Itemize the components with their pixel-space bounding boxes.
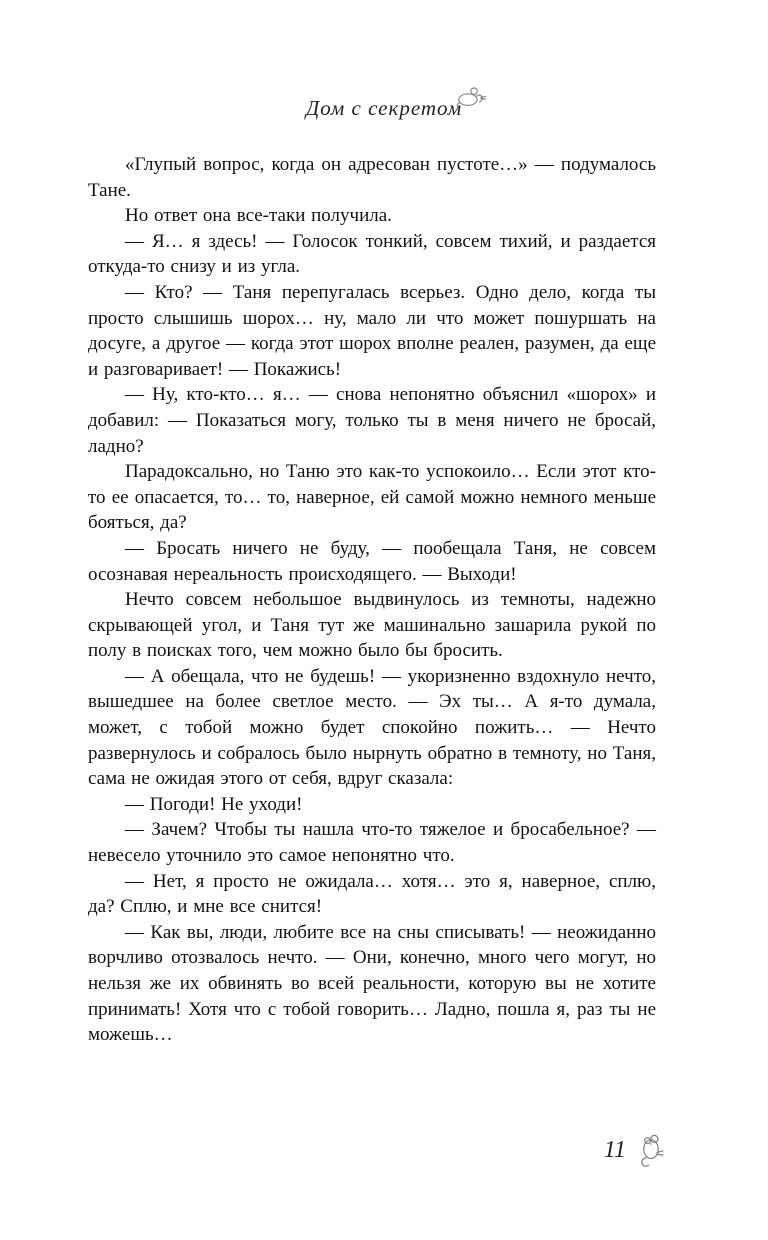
mouse-icon xyxy=(634,1132,668,1168)
paragraph: — Нет, я просто не ожидала… хотя… это я, наверное, сплю, да? Сплю, и мне все снится! xyxy=(88,870,656,918)
mouse-icon xyxy=(454,82,488,108)
page-text xyxy=(88,152,656,1048)
paragraph: — Кто? — Таня перепугалась всерьез. Одно дело, когда ты просто слышишь шорох… ну, мало ли что может пошуршать на досуге, а другое — когда этот шорох вполне реален, разумен, да еще и разговаривает! — Покажись! xyxy=(88,281,656,380)
paragraph: «Глупый вопрос, когда он адресован пустоте…» — подумалось Тане. xyxy=(88,154,656,201)
paragraph: — Ну, кто-кто… я… — снова непонятно объяснил «шорох» и добавил: — Показаться могу, только ты в меня ничего не бросай, ладно? xyxy=(88,384,656,457)
page-number: 11 xyxy=(603,1137,626,1163)
paragraph: Парадоксально, но Таню это как-то успокоило… Если этот кто-то ее опасается, то… то, наверное, ей самой можно немного меньше бояться, да? xyxy=(88,461,656,534)
paragraph: Нечто совсем небольшое выдвинулось из темноты, надежно скрывающей угол, и Таня тут же машинально зашарила рукой по полу в поисках того, чем можно было бы бросить. xyxy=(88,589,656,662)
running-head xyxy=(0,96,768,121)
book-title-wrap xyxy=(306,96,462,121)
paragraph: — Бросать ничего не буду, — пообещала Таня, не совсем осознавая нереальность происходящего. — Выходи! xyxy=(88,537,656,585)
paragraph: — Погоди! Не уходи! xyxy=(125,793,303,815)
paragraph: — Зачем? Чтобы ты нашла что-то тяжелое и бросабельное? — невесело уточнило это самое непонятно что. xyxy=(88,819,656,867)
book-title: Дом с секретом xyxy=(305,96,463,120)
paragraph: Но ответ она все-таки получила. xyxy=(125,205,392,227)
paragraph: — Я… я здесь! — Голосок тонкий, совсем тихий, и раздается откуда-то снизу и из угла. xyxy=(88,230,656,278)
paragraph: — А обещала, что не будешь! — укоризненно вздохнуло нечто, вышедшее на более светлое место. — Эх ты… А я-то думала, может, с тобой можно будет спокойно пожить… — Нечто развернулось и собралось было нырнуть обратно в темноту, но Таня, сама не ожидая этого от себя, вдруг сказала: xyxy=(88,665,656,790)
page-footer xyxy=(604,1132,668,1168)
paragraph: — Как вы, люди, любите все на сны списывать! — неожиданно ворчливо отозвалось нечто. — Они, конечно, много чего могут, но нельзя же их обвинять во всей реальности, которую вы не хотите принимать! Хотя что с тобой говорить… Ладно, пошла я, раз ты не можешь… xyxy=(88,921,656,1046)
